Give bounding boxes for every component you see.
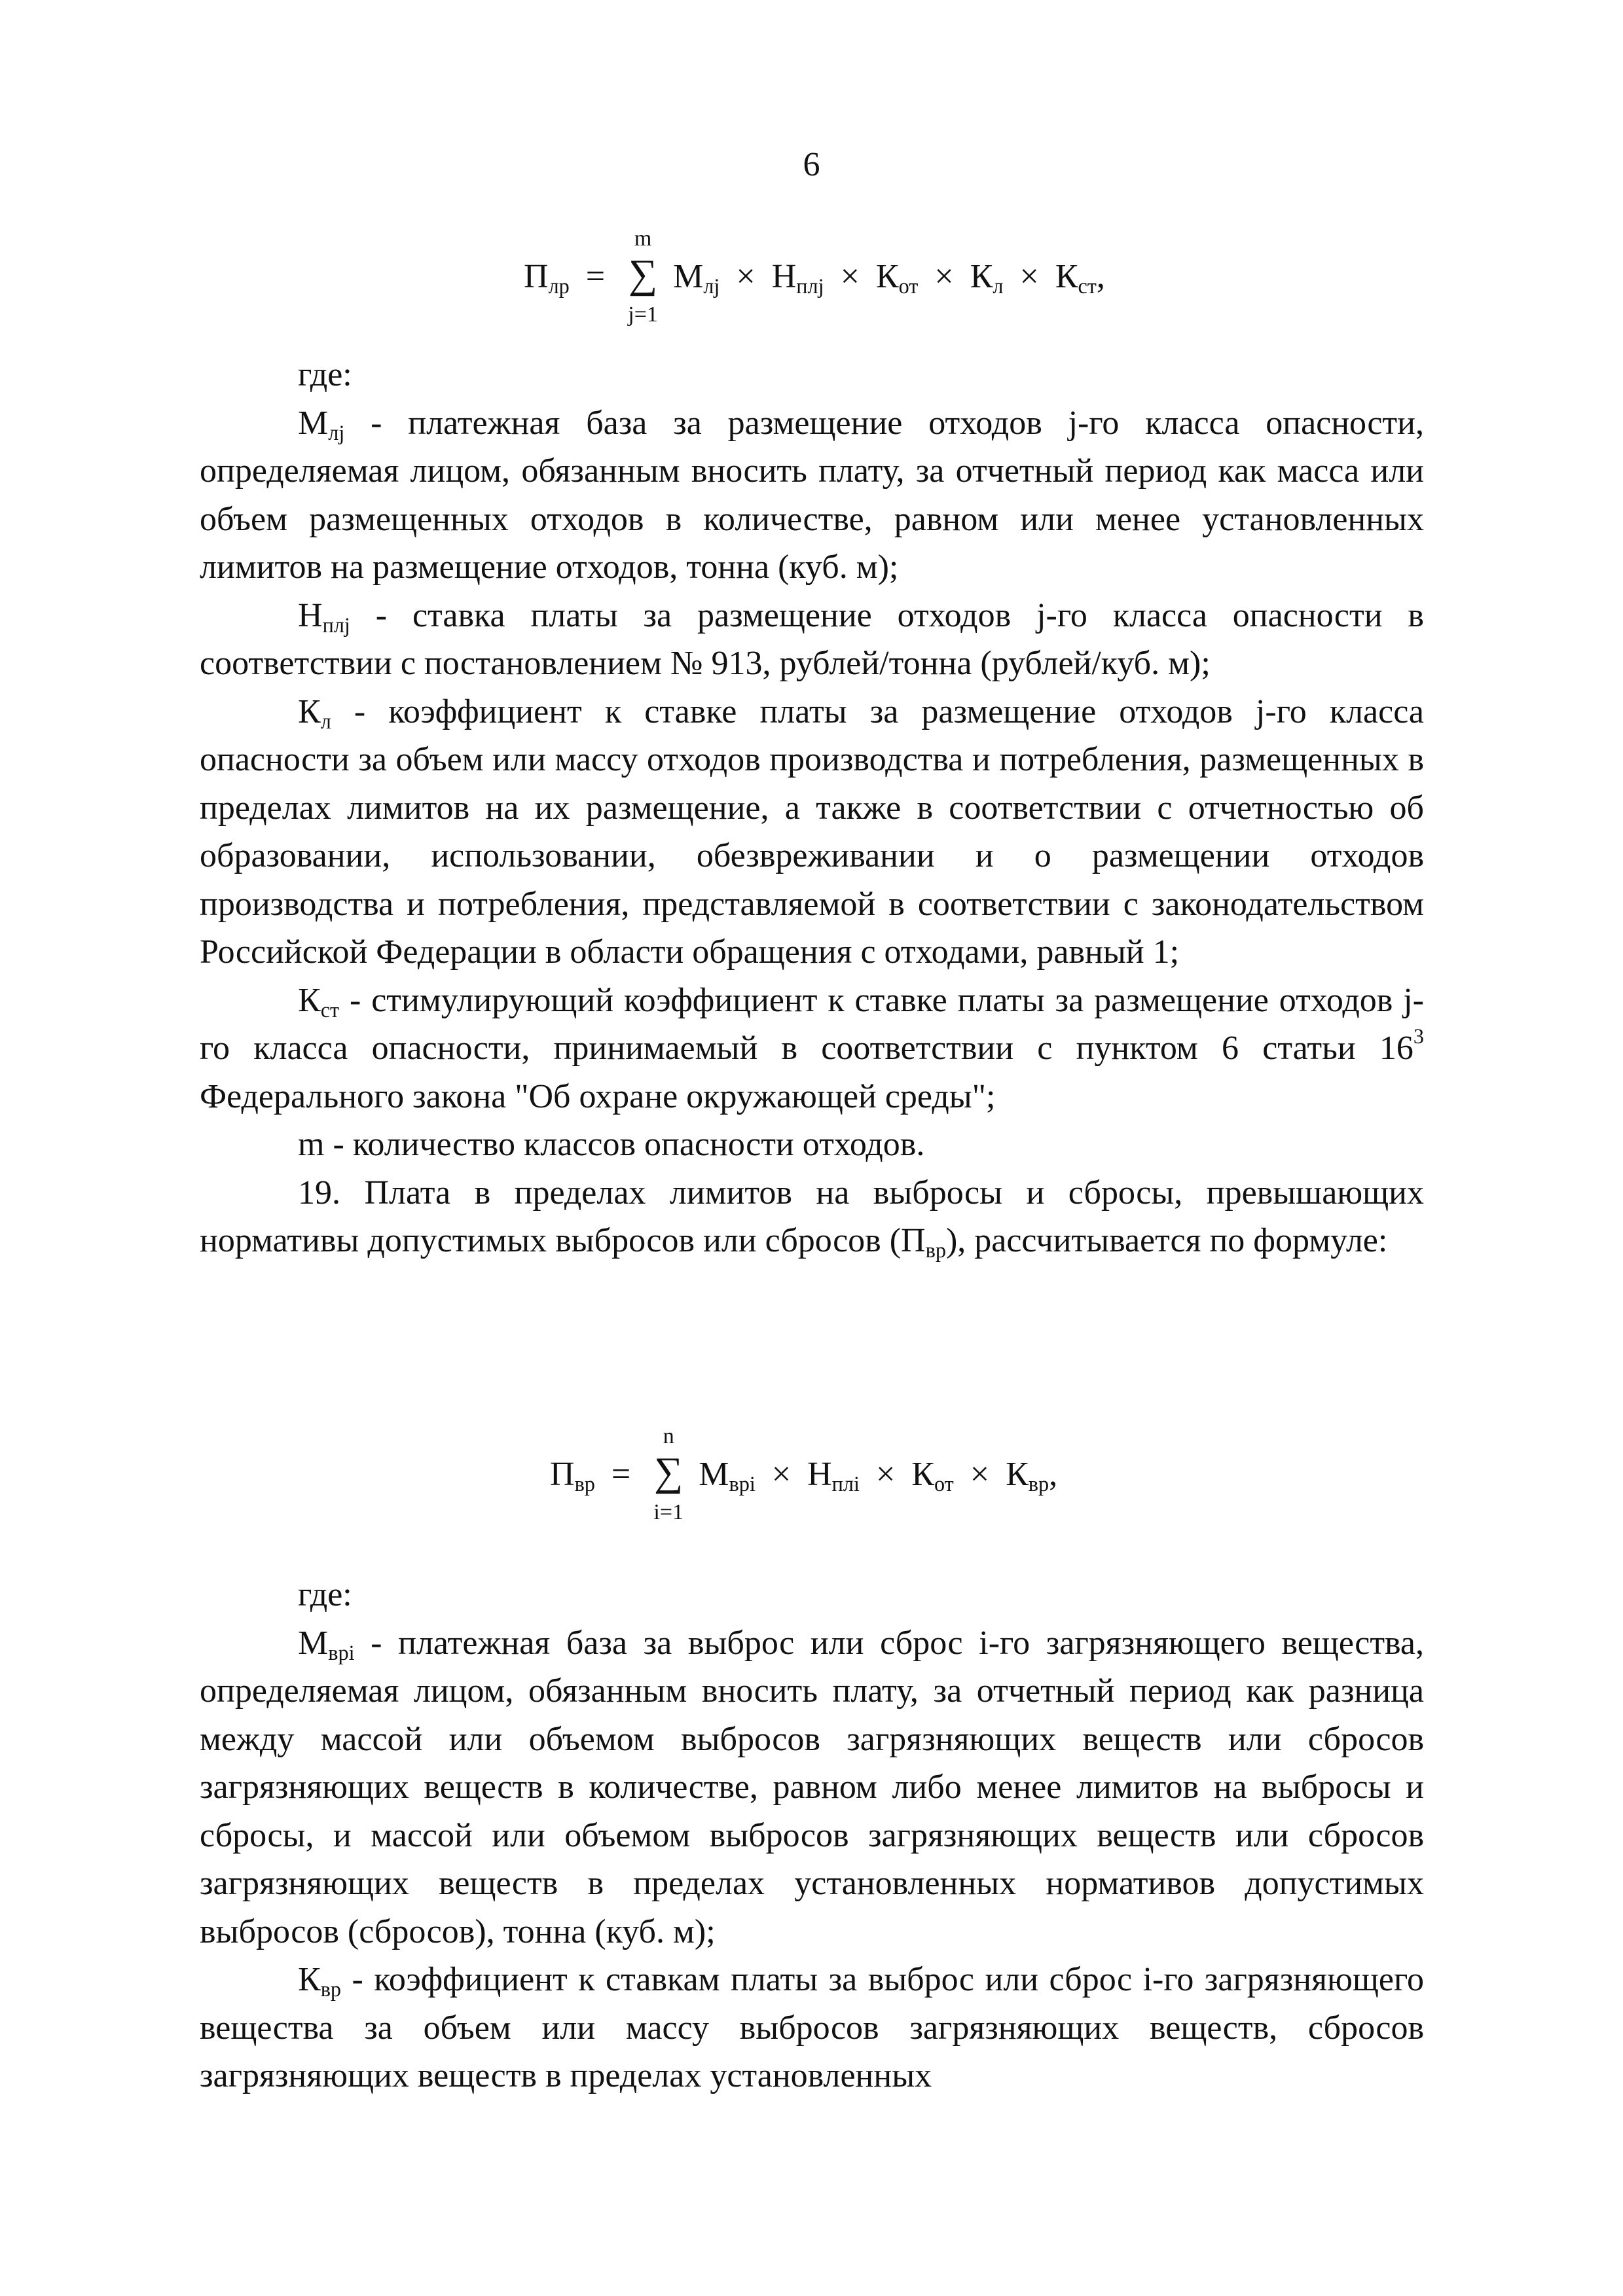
sum-lower-limit: i=1 bbox=[653, 1500, 684, 1524]
formula-tail: , bbox=[1049, 1456, 1058, 1493]
summation bbox=[649, 1424, 687, 1524]
definition-n-plj: $Н_{плj}$ - ставка платы за размещение отходов j-го класса опасности в соответствии с постановлением № 913, рублей/тонна (рублей/куб. м); bbox=[200, 596, 1424, 682]
where-label: где: bbox=[298, 356, 352, 393]
where-label: где: bbox=[298, 1576, 352, 1613]
formula-payment-waste bbox=[524, 226, 1105, 327]
formula-term: $К_{от}$ bbox=[875, 258, 919, 298]
definition-m: m - количество классов опасности отходов. bbox=[298, 1126, 925, 1163]
formula-term: $К_{от}$ bbox=[911, 1456, 954, 1496]
definition-m-lj: $М_{лj}$ - платежная база за размещение отходов j-го класса опасности, определяемая лицом, обязанным вносить плату, за отчетный период как масса или объем размещенных отходов в количестве, равном или менее установленных лимитов на размещение отходов, тонна (куб. м); bbox=[200, 404, 1424, 586]
multiply-sign: × bbox=[934, 258, 954, 295]
definition-k-l: $К_л$ - коэффициент к ставке платы за размещение отходов j-го класса опасности за объем или массу отходов производства и потребления, размещенных в пределах лимитов на их размещение, а также в соответствии с отчетностью об образовании, использовании, обезвреживании и о размещении отходов производства и потребления, представляемой в соответствии с законодательством Российской Федерации в области обращения с отходами, равный 1; bbox=[200, 692, 1424, 971]
formula-term: $М_{лj}$ bbox=[673, 258, 720, 298]
definition-k-st: $К_{ст}$ - стимулирующий коэффициент к ставке платы за размещение отходов j-го класса опасности, принимаемый в соответствии с пунктом 6 статьи $16^3$ Федерального закона "Об охране окружающей среды"; bbox=[200, 981, 1424, 1115]
equals-sign: = bbox=[611, 1456, 631, 1493]
sum-upper-limit: n bbox=[663, 1424, 674, 1448]
sum-lower-limit: j=1 bbox=[628, 302, 658, 327]
multiply-sign: × bbox=[736, 258, 756, 295]
formula-tail: , bbox=[1096, 258, 1105, 295]
formula-term: $Н_{плj}$ bbox=[771, 258, 824, 298]
multiply-sign: × bbox=[1019, 258, 1039, 295]
equals-sign: = bbox=[585, 258, 606, 295]
text-block-2 bbox=[200, 1571, 1424, 2100]
formula-term: $Н_{плi}$ bbox=[807, 1456, 860, 1496]
multiply-sign: × bbox=[875, 1456, 896, 1493]
paragraph-19: 19. Плата в пределах лимитов на выбросы и сбросы, превышающих нормативы допустимых выбросов или сбросов $(П_{вр})$, рассчитывается по формуле: bbox=[200, 1174, 1424, 1263]
formula-lhs: $П_{вр}$ bbox=[550, 1456, 595, 1496]
formula-term: $К_{ст}$ bbox=[1055, 258, 1097, 298]
formula-term: $К_л$ bbox=[970, 258, 1004, 298]
formula-term: $М_{врi}$ bbox=[699, 1456, 756, 1496]
summation bbox=[624, 226, 662, 327]
sigma-symbol: ∑ bbox=[628, 252, 658, 296]
multiply-sign: × bbox=[970, 1456, 990, 1493]
text-block-1 bbox=[200, 351, 1424, 1265]
page-number: 6 bbox=[803, 146, 820, 183]
sum-upper-limit: m bbox=[634, 226, 652, 251]
multiply-sign: × bbox=[771, 1456, 792, 1493]
definition-k-vr: $К_{вр}$ - коэффициент к ставкам платы за выброс или сброс i-го загрязняющего вещества за объем или массу выбросов загрязняющих веществ, сбросов загрязняющих веществ в пределах установленных bbox=[200, 1961, 1424, 2094]
formula-term: $К_{вр}$ bbox=[1006, 1456, 1049, 1496]
definition-m-vri: $М_{врi}$ - платежная база за выброс или сброс i-го загрязняющего вещества, определяемая лицом, обязанным вносить плату, за отчетный период как разница между массой или объемом выбросов загрязняющих веществ или сбросов загрязняющих веществ в количестве, равном либо менее лимитов на выбросы и сбросы, и массой или объемом выбросов загрязняющих веществ или сбросов загрязняющих веществ в пределах установленных нормативов допустимых выбросов (сбросов), тонна (куб. м); bbox=[200, 1624, 1424, 1950]
formula-lhs: $П_{лр}$ bbox=[524, 258, 570, 298]
multiply-sign: × bbox=[840, 258, 860, 295]
sigma-symbol: ∑ bbox=[654, 1450, 684, 1494]
formula-payment-emissions bbox=[550, 1424, 1058, 1524]
